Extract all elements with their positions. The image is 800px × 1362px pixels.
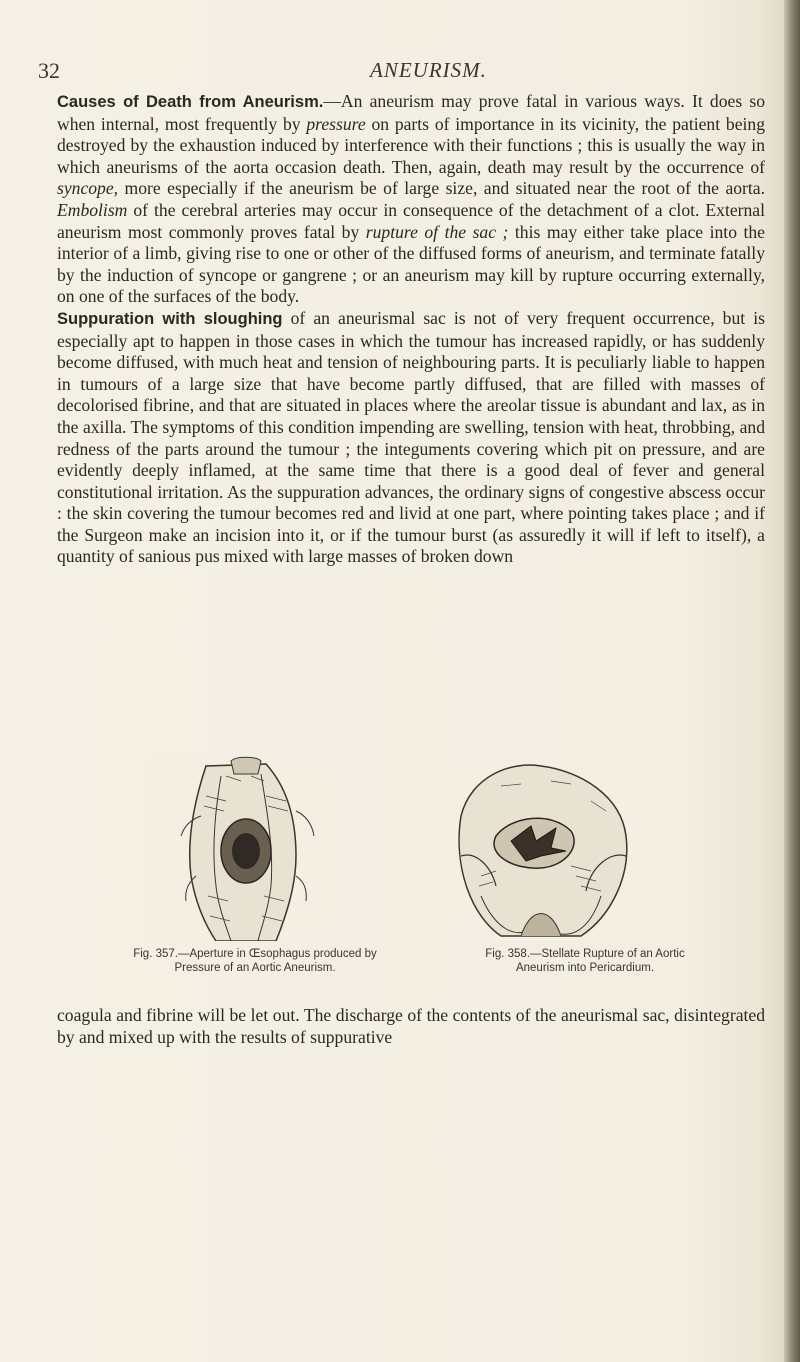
figure-358-caption: Fig. 358.—Stellate Rupture of an Aortic Aneurism into Pericardium. bbox=[485, 948, 685, 974]
paragraph-suppuration bbox=[57, 308, 765, 568]
italic-term: pressure bbox=[306, 113, 366, 134]
italic-term: rupture of the sac ; bbox=[365, 221, 509, 242]
page-number: 32 bbox=[38, 58, 60, 83]
figure-357-caption: Fig. 357.—Aperture in Œsophagus produced by Pressure of an Aortic Aneurism. bbox=[133, 948, 377, 974]
paragraph-heading: Causes of Death from Aneurism. bbox=[57, 93, 324, 111]
paragraph-body bbox=[57, 308, 765, 567]
text-run: more especially if the aneurism be of large size, and situated near the root of the aorta. bbox=[118, 178, 765, 199]
book-spine-shadow bbox=[784, 0, 800, 1362]
oesophagus-aneurism-illustration bbox=[146, 756, 346, 941]
text-run: of an aneurismal sac is not of very frequent occurrence, but is especially apt to happen in those cases in which the tumour has increased rapidly, or has suddenly become diffused, with much heat and tension of neighbouring parts. It is peculiarly liable to happen in tumours of a large size that have become partly diffused, that are filled with masses of decolorised fibrine, and that are situated in places where the areolar tissue is abundant and lax, as in the axilla. The symptoms of this condition impending are swelling, tension with heat, throbbing, and redness of the parts around the tumour ; the integuments covering which pit on pressure, and are evidently deeply inflamed, at the same time that there is a good deal of fever and general constitutional irritation. As the suppuration advances, the ordinary signs of congestive abscess occur : the skin covering the tumour becomes red and livid at one part, where pointing takes place ; and if the Surgeon make an incision into it, or if the tumour burst (as assuredly it will if left to itself), a quantity of sanious pus mixed with large masses of broken down bbox=[57, 307, 765, 567]
body-text bbox=[57, 91, 765, 568]
text-run: of the cerebral arteries may occur in consequence of the detachment of a clot. External aneurism most commonly proves fatal by bbox=[57, 199, 765, 242]
figure-357 bbox=[146, 756, 406, 941]
paragraph-continuation: coagula and fibrine will be let out. The discharge of the contents of the aneurismal sac, disintegrated by and mixed up with the results of suppurative bbox=[57, 1005, 765, 1047]
paragraph-body bbox=[57, 91, 765, 306]
text-run: on parts of importance in its vicinity, the patient being destroyed by the exhaustion induced by interference with their functions ; this is usually the way in which aneurisms of the aorta occasion death. Then, again, death may result by the occurrence of bbox=[57, 113, 765, 177]
text-run: —An aneurism may prove fatal in various ways. It does so when internal, most frequently by bbox=[57, 91, 765, 134]
italic-term: syncope, bbox=[57, 178, 119, 199]
paragraph-heading: Suppuration with sloughing bbox=[57, 309, 283, 328]
continuation-text bbox=[57, 1005, 765, 1048]
running-head bbox=[0, 58, 800, 88]
figure-358 bbox=[441, 756, 701, 941]
text-run: this may either take place into the interior of a limb, giving rise to one or other of the diffused forms of aneurism, and terminate fatally by the induction of syncope or gangrene ; or an aneurism may kill by rupture occurring externally, on one of the surfaces of the body. bbox=[57, 221, 765, 307]
italic-term: Embolism bbox=[57, 199, 128, 220]
pericardium-rupture-illustration bbox=[441, 756, 641, 941]
paragraph-causes-of-death bbox=[57, 91, 765, 308]
running-title: ANEURISM. bbox=[370, 58, 487, 82]
